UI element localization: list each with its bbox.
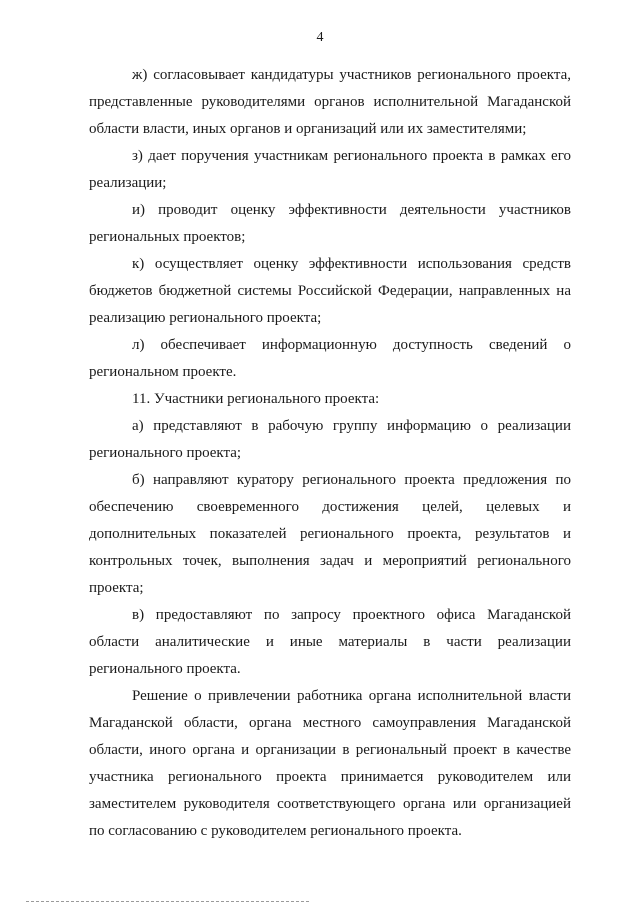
paragraph-a: а) представляют в рабочую группу информацию о реализации регионального проекта; [89,418,571,461]
paragraph-decision: Решение о привлечении работника органа исполнительной власти Магаданской области, органа местного самоуправления Магаданской области, иного органа и организации в региональный проект в качестве участника регионального проекта принимается руководителем или заместителем руководителя соответствующего органа или организацией по согласованию с руководителем регионального проекта. [89,688,571,839]
paragraph-zh: ж) согласовывает кандидатуры участников регионального проекта, представленные руководителями органов исполнительной Магаданской области власти, иных органов и организаций или их заместителями; [89,67,571,137]
paragraph-i: и) проводит оценку эффективности деятельности участников региональных проектов; [89,202,571,245]
document-body [89,62,571,845]
page-number: 4 [316,30,324,45]
paragraph-k: к) осуществляет оценку эффективности использования средств бюджетов бюджетной системы Российской Федерации, направленных на реализацию регионального проекта; [89,256,571,326]
section-11-heading: 11. Участники регионального проекта: [132,391,380,407]
paragraph-b: б) направляют куратору регионального проекта предложения по обеспечению своевременного достижения целей, целевых и дополнительных показателей регионального проекта, результатов и контрольных точек, выполнения задач и мероприятий регионального проекта; [89,472,571,596]
paragraph-z: з) дает поручения участникам регионального проекта в рамках его реализации; [89,148,571,191]
scan-artifact-line [26,901,309,902]
paragraph-v: в) предоставляют по запросу проектного офиса Магаданской области аналитические и иные материалы в части реализации регионального проекта. [89,607,571,677]
paragraph-l: л) обеспечивает информационную доступность сведений о региональном проекте. [89,337,571,380]
